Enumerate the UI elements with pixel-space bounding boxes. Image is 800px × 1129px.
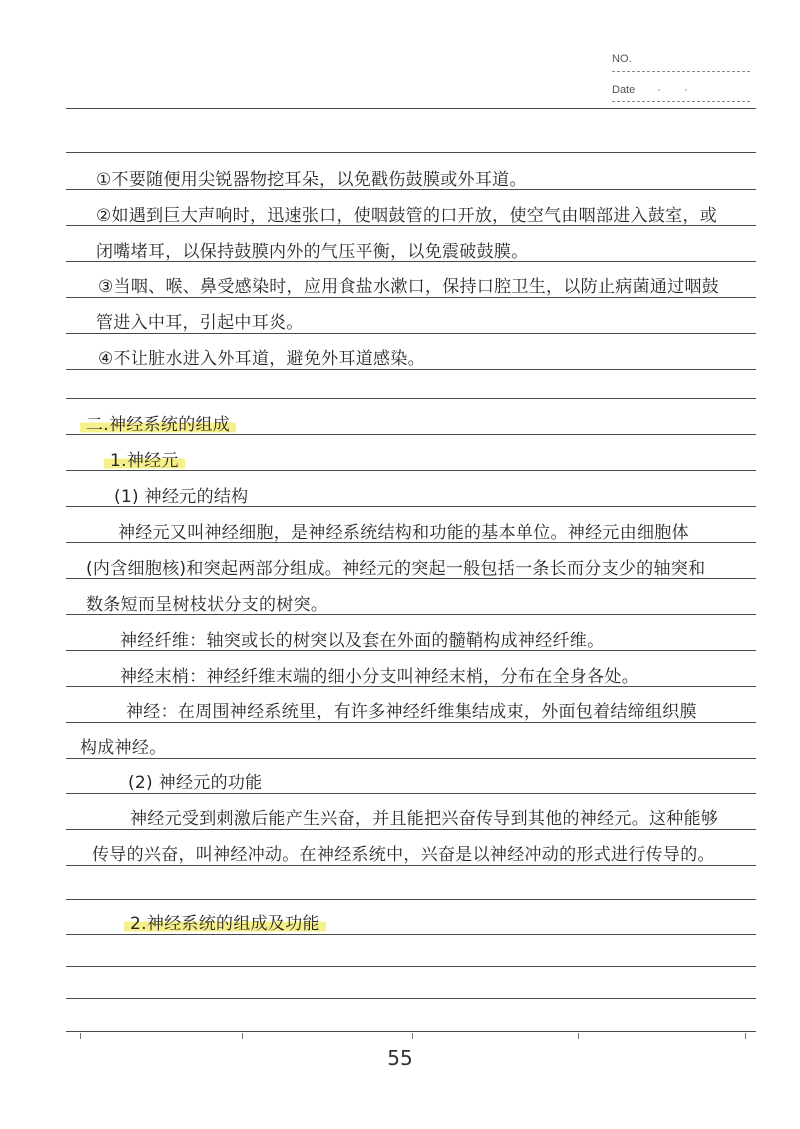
ruled-line <box>66 297 756 298</box>
function-text-2: 传导的兴奋，叫神经冲动。在神经系统中，兴奋是以神经冲动的形式进行传导的。 <box>92 845 715 865</box>
ruled-line <box>66 108 756 109</box>
nerve-ending-definition: 神经末梢：神经纤维末端的细小分支叫神经末梢，分布在全身各处。 <box>120 667 639 687</box>
margin-tick <box>242 1033 243 1039</box>
margin-tick <box>745 1033 746 1039</box>
date-label-text: Date <box>612 84 636 96</box>
ear-tip-3-cont: 管进入中耳，引起中耳炎。 <box>96 313 304 333</box>
date-label <box>612 84 698 96</box>
no-dashed-line <box>612 71 750 72</box>
ruled-line <box>66 722 756 723</box>
no-label: NO. <box>612 53 632 65</box>
ruled-line <box>66 333 756 334</box>
date-dots: · · <box>657 84 698 96</box>
ear-tip-1: ①不要随便用尖锐器物挖耳朵，以免戳伤鼓膜或外耳道。 <box>96 170 527 190</box>
ruled-line <box>66 899 756 900</box>
neuron-heading <box>104 446 185 471</box>
section-title <box>80 410 236 435</box>
ruled-line <box>66 793 756 794</box>
section2-title-highlight: 2.神经系统的组成及功能 <box>124 914 326 934</box>
page-number: 55 <box>387 1046 413 1070</box>
margin-tick <box>578 1033 579 1039</box>
section-title-highlight: 二.神经系统的组成 <box>80 415 236 435</box>
ruled-line <box>66 369 756 370</box>
date-dashed-line <box>612 101 750 102</box>
ruled-line <box>66 966 756 967</box>
structure-text-2: (内含细胞核)和突起两部分组成。神经元的突起一般包括一条长而分支少的轴突和 <box>86 559 706 579</box>
ruled-line <box>66 865 756 866</box>
nerve-definition-2: 构成神经。 <box>80 738 167 758</box>
function-heading: (2) 神经元的功能 <box>128 773 263 793</box>
ruled-line <box>66 934 756 935</box>
margin-tick <box>412 1033 413 1039</box>
structure-text-3: 数条短而呈树枝状分支的树突。 <box>86 595 329 615</box>
ruled-line <box>66 398 756 399</box>
ruled-line <box>66 998 756 999</box>
ear-tip-2: ②如遇到巨大声响时，迅速张口，使咽鼓管的口开放，使空气由咽部进入鼓室，或 <box>96 206 718 226</box>
nerve-fiber-definition: 神经纤维：轴突或长的树突以及套在外面的髓鞘构成神经纤维。 <box>120 631 605 651</box>
function-text-1: 神经元受到刺激后能产生兴奋，并且能把兴奋传导到其他的神经元。这种能够 <box>130 809 719 829</box>
ear-tip-2-cont: 闭嘴堵耳，以保持鼓膜内外的气压平衡，以免震破鼓膜。 <box>96 242 529 262</box>
ruled-line <box>66 758 756 759</box>
structure-heading: (1) 神经元的结构 <box>114 487 249 507</box>
neuron-heading-highlight: 1.神经元 <box>104 451 185 471</box>
ear-tip-4: ④不让脏水进入外耳道，避免外耳道感染。 <box>98 349 425 369</box>
ruled-line <box>66 1031 756 1032</box>
ruled-line <box>66 152 756 153</box>
nerve-definition-1: 神经：在周围神经系统里，有许多神经纤维集结成束，外面包着结缔组织膜 <box>126 702 697 722</box>
ruled-line <box>66 829 756 830</box>
margin-tick <box>80 1033 81 1039</box>
section2-title <box>124 909 326 934</box>
ear-tip-3: ③当咽、喉、鼻受感染时，应用食盐水漱口，保持口腔卫生，以防止病菌通过咽鼓 <box>98 277 720 297</box>
structure-text-1: 神经元又叫神经细胞，是神经系统结构和功能的基本单位。神经元由细胞体 <box>118 523 689 543</box>
